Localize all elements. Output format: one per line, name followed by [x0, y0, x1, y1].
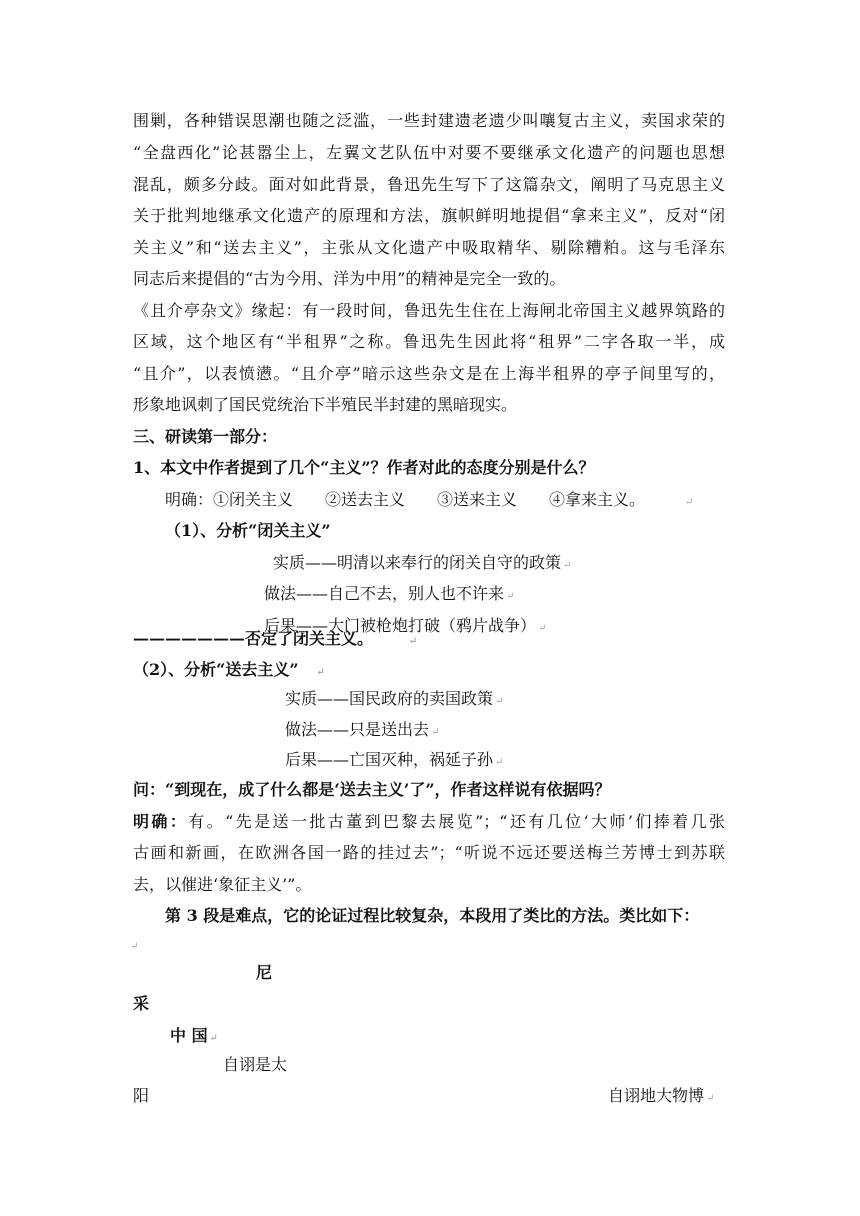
analysis-1-result-text: 后果——大门被枪炮打破（鸦片战争） — [264, 616, 537, 635]
analysis-2-result — [285, 750, 503, 773]
analysis-2-heading-text: （2）、分析“送去主义” — [133, 660, 299, 679]
analysis-2-essence-text: 实质——国民政府的卖国政策 — [285, 689, 494, 708]
paragraph-mark: ↵ — [563, 560, 572, 571]
answer-2-line-2: 古画和新画，在欧洲各国一路的挂过去”；“听说不远还要送梅兰芳博士到苏联 — [133, 843, 725, 862]
analysis-2-heading — [133, 660, 325, 683]
paragraph-mark: ↵ — [495, 757, 504, 768]
answer-2-label: 明确： — [133, 812, 189, 831]
origin-line-4: 形象地讽刺了国民党统治下半殖民半封建的黑暗现实。 — [133, 395, 518, 414]
answer-2-line-1-text: 有。“先是送一批古董到巴黎去展览”；“还有几位‘大师’们捧着几张 — [188, 812, 725, 831]
analysis-1-method-text: 做法——自己不去，别人也不许来 — [264, 584, 505, 603]
paragraph-mark: ↵ — [209, 1033, 218, 1044]
origin-line-3: “且介”，以表愤懑。“且介亭”暗示这些杂文是在上海半租界的亭子间里写的， — [133, 364, 725, 383]
analysis-2-result-text: 后果——亡国灭种，祸延子孙 — [285, 750, 494, 769]
answer-1-text: 明确：①闭关主义 ②送去主义 ③送来主义 ④拿来主义。 — [165, 490, 646, 509]
analogy-china — [170, 1026, 218, 1049]
paragraph-3-note: 第 3 段是难点，它的论证过程比较复杂，本段用了类比的方法。类比如下： — [165, 906, 700, 925]
analogy-china-claim — [608, 1086, 714, 1109]
analysis-2-method — [285, 720, 439, 743]
intro-line-2: “全盘西化”论甚嚣尘上，左翼文艺队伍中对要不要继承文化遗产的问题也思想 — [133, 143, 725, 162]
analogy-nietzsche-2: 采 — [133, 994, 150, 1013]
intro-line-6: 同志后来提倡的“古为今用、洋为中用”的精神是完全一致的。 — [133, 269, 566, 288]
analysis-1-conclusion — [133, 629, 417, 652]
origin-line-1: 《且介亭杂文》缘起：有一段时间，鲁迅先生住在上海闸北帝国主义越界筑路的 — [133, 301, 725, 320]
analysis-1-essence-text: 实质——明清以来奉行的闭关自守的政策 — [273, 553, 562, 572]
analysis-1-conclusion-text: ———————否定了闭关主义。 — [133, 629, 374, 648]
intro-line-3: 混乱，颇多分歧。面对如此背景，鲁迅先生写下了这篇杂文，阐明了马克思主义 — [133, 175, 725, 194]
paragraph-mark: ↵ — [409, 636, 418, 647]
analysis-2-essence — [285, 689, 503, 712]
paragraph-mark: ↵ — [431, 727, 440, 738]
analysis-2-method-text: 做法——只是送出去 — [285, 720, 430, 739]
paragraph-mark: ↵ — [316, 667, 325, 678]
analogy-nietzsche-claim-1: 自诩是太 — [223, 1055, 288, 1074]
paragraph-mark: ↵ — [495, 696, 504, 707]
intro-line-5: 关主义”和“送去主义”，主张从文化遗产中吸取精华、剔除糟粕。这与毛泽东 — [133, 238, 725, 257]
analogy-china-text: 中 国 — [170, 1026, 208, 1045]
answer-1 — [165, 490, 693, 513]
analysis-1-essence — [273, 553, 571, 576]
paragraph-mark-line — [128, 934, 138, 957]
answer-2-line-3: 去，以催进‘象征主义’”。 — [133, 875, 312, 894]
analogy-nietzsche-1: 尼 — [256, 963, 273, 982]
section3-heading: 三、研读第一部分： — [133, 427, 278, 446]
intro-line-4: 关于批判地继承文化遗产的原理和方法，旗帜鲜明地提倡“拿来主义”，反对“闭 — [133, 206, 725, 225]
intro-line-1: 围剿，各种错误思潮也随之泛滥，一些封建遗老遗少叫嚷复古主义，卖国求荣的 — [133, 111, 725, 130]
analogy-nietzsche-claim-2: 阳 — [133, 1086, 150, 1105]
answer-2-line-1 — [133, 812, 725, 832]
paragraph-mark: ↵ — [506, 591, 515, 602]
paragraph-mark: ↵ — [130, 941, 139, 952]
analysis-1-method — [264, 584, 514, 607]
analogy-china-claim-text: 自诩地大物博 — [608, 1086, 705, 1105]
question-2: 问：“到现在，成了什么都是‘送去主义’了”，作者这样说有依据吗？ — [133, 780, 611, 799]
analysis-1-heading: （1）、分析“闭关主义” — [165, 521, 331, 540]
paragraph-mark: ↵ — [706, 1093, 715, 1104]
paragraph-mark: ↵ — [685, 497, 694, 508]
question-1: 1、本文中作者提到了几个“主义”？作者对此的态度分别是什么？ — [133, 458, 595, 477]
origin-line-2: 区域，这个地区有“半租界”之称。鲁迅先生因此将“租界”二字各取一半，成 — [133, 332, 725, 351]
paragraph-mark: ↵ — [538, 623, 547, 634]
